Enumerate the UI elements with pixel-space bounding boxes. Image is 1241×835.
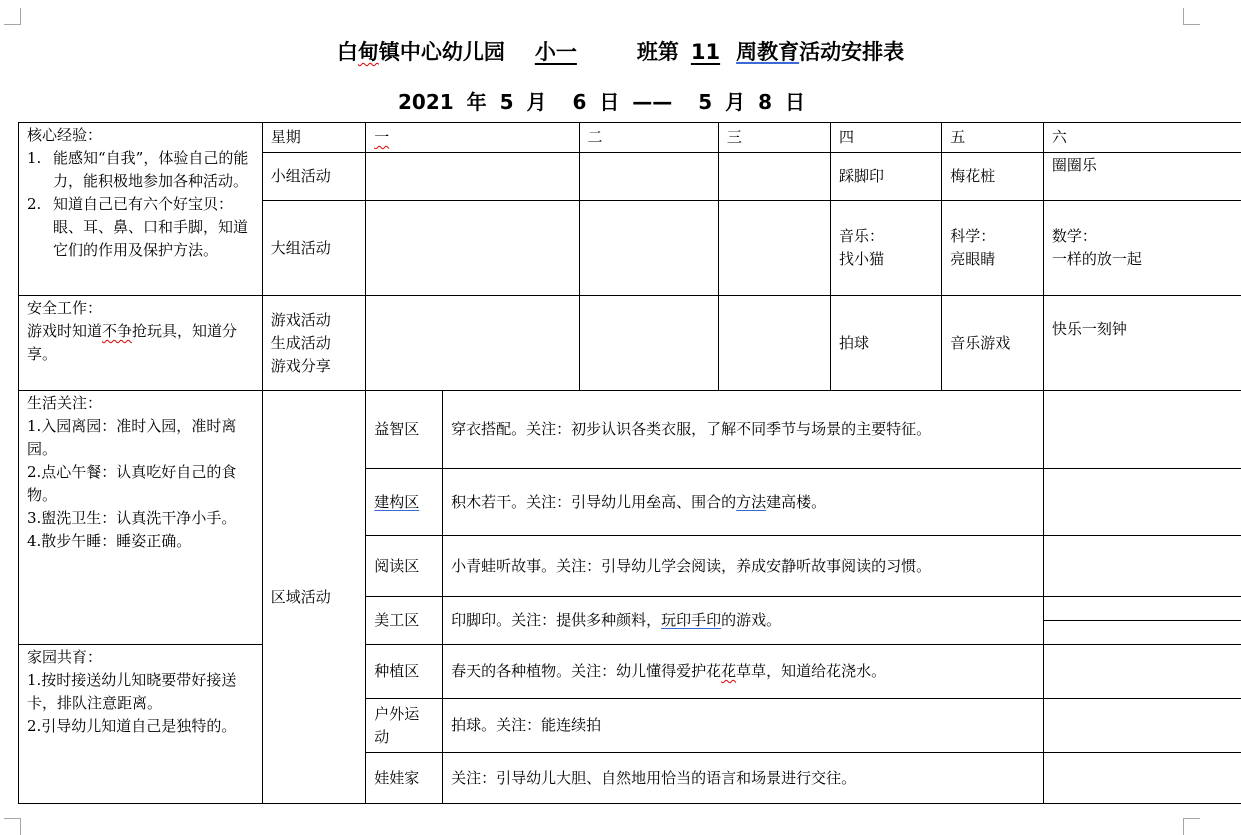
table-row [19, 123, 1241, 153]
core-experience-cell [19, 123, 263, 296]
large-group-cell [579, 201, 718, 296]
area-content: 关注：引导幼儿大胆、自然地用恰当的语言和场景进行交往。 [443, 753, 1044, 804]
area-name: 阅读区 [366, 536, 443, 597]
small-group-cell: 圈圈乐 [1043, 153, 1241, 201]
area-extra-cell [1043, 391, 1241, 469]
weekday-header-label: 星期 [262, 123, 365, 153]
week-number: 11 [679, 40, 736, 64]
area-name: 建构区 [366, 469, 443, 536]
large-group-cell [366, 201, 579, 296]
games-cell [579, 296, 718, 391]
small-group-cell [718, 153, 830, 201]
area-content: 春天的各种植物。关注：幼儿懂得爱护花花草草，知道给花浇水。 [443, 645, 1044, 699]
start-day: 6 [572, 90, 586, 114]
games-label: 游戏活动 生成活动 游戏分享 [262, 296, 365, 391]
weekly-plan-table [18, 122, 1241, 804]
life-line: 3.盥洗卫生：认真洗干净小手。 [27, 507, 254, 530]
area-content: 积木若干。关注：引导幼儿用垒高、围合的方法建高楼。 [443, 469, 1044, 536]
small-group-cell [366, 153, 579, 201]
area-content: 印脚印。关注：提供多种颜料，玩印手印的游戏。 [443, 597, 1044, 645]
area-name: 益智区 [366, 391, 443, 469]
games-cell [366, 296, 579, 391]
area-name: 美工区 [366, 597, 443, 645]
area-extra-cell [1043, 699, 1241, 753]
area-extra-cell [1043, 536, 1241, 597]
class-name-blank [589, 40, 637, 64]
week-suffix-a: 周教育 [736, 40, 799, 64]
life-line: 4.散步午睡：睡姿正确。 [27, 530, 254, 553]
home-cell [19, 645, 263, 804]
games-cell: 拍球 [830, 296, 941, 391]
safety-heading: 安全工作： [27, 297, 254, 320]
large-group-cell: 数学： 一样的放一起 [1043, 201, 1241, 296]
life-line: 1.入园离园：准时入园，准时离园。 [27, 415, 254, 461]
small-group-label: 小组活动 [262, 153, 365, 201]
page-corner-mark [4, 8, 21, 25]
core-experience-list [27, 147, 254, 262]
table-row [19, 391, 1241, 469]
weekday-header: 三 [718, 123, 830, 153]
table-row [19, 296, 1241, 391]
area-name: 娃娃家 [366, 753, 443, 804]
life-cell [19, 391, 263, 645]
area-content: 小青蛙听故事。关注：引导幼儿学会阅读，养成安静听故事阅读的习惯。 [443, 536, 1044, 597]
school-name: 白甸镇中心幼儿园 [337, 40, 505, 64]
home-line: 1.按时接送幼儿知晓要带好接送卡，排队注意距离。 [27, 669, 254, 715]
small-group-cell: 踩脚印 [830, 153, 941, 201]
table-row [19, 645, 1241, 699]
large-group-cell: 音乐： 找小猫 [830, 201, 941, 296]
small-group-cell: 梅花桩 [942, 153, 1044, 201]
week-suffix-b: 活动安排表 [799, 40, 904, 64]
weekday-header: 六 [1043, 123, 1241, 153]
end-day: 8 [758, 90, 772, 114]
safety-text: 游戏时知道不争抢玩具，知道分享。 [27, 320, 254, 366]
document-title [0, 36, 1241, 66]
page-corner-mark [1183, 8, 1200, 25]
end-month: 5 [698, 90, 712, 114]
area-content: 拍球。关注：能连续拍 [443, 699, 1044, 753]
large-group-cell [718, 201, 830, 296]
class-suffix: 班第 [637, 40, 679, 64]
area-extra-cell [1043, 597, 1241, 645]
games-cell: 音乐游戏 [942, 296, 1044, 391]
page-corner-mark [1183, 818, 1200, 835]
area-extra-cell [1043, 753, 1241, 804]
games-cell: 快乐一刻钟 [1043, 296, 1241, 391]
weekday-header: 四 [830, 123, 941, 153]
small-group-cell [579, 153, 718, 201]
core-experience-heading: 核心经验： [27, 124, 254, 147]
date-range: 2021 年 5 月 6 日 —— 5 月 8 日 [0, 86, 1203, 115]
weekday-header: 二 [579, 123, 718, 153]
large-group-cell: 科学： 亮眼睛 [942, 201, 1044, 296]
area-name: 户外运动 [366, 699, 443, 753]
home-heading: 家园共育： [27, 646, 254, 669]
games-cell [718, 296, 830, 391]
area-extra-cell [1043, 645, 1241, 699]
area-extra-cell [1043, 469, 1241, 536]
weekday-header: 一 [366, 123, 579, 153]
large-group-label: 大组活动 [262, 201, 365, 296]
safety-cell [19, 296, 263, 391]
list-item: 2. 知道自己已有六个好宝贝：眼、耳、鼻、口和手脚，知道它们的作用及保护方法。 [27, 193, 254, 262]
year: 2021 [398, 90, 454, 114]
life-heading: 生活关注： [27, 392, 254, 415]
class-name: 小一 [505, 36, 589, 66]
area-name: 种植区 [366, 645, 443, 699]
page-corner-mark [4, 818, 21, 835]
areas-label: 区域活动 [262, 391, 365, 804]
date-dash: —— [632, 90, 672, 114]
start-month: 5 [500, 90, 514, 114]
list-item: 1. 能感知“自我”，体验自己的能力，能积极地参加各种活动。 [27, 147, 254, 193]
area-content: 穿衣搭配。关注：初步认识各类衣服，了解不同季节与场景的主要特征。 [443, 391, 1044, 469]
home-line: 2.引导幼儿知道自己是独特的。 [27, 715, 254, 738]
life-line: 2.点心午餐：认真吃好自己的食物。 [27, 461, 254, 507]
weekday-header: 五 [942, 123, 1044, 153]
